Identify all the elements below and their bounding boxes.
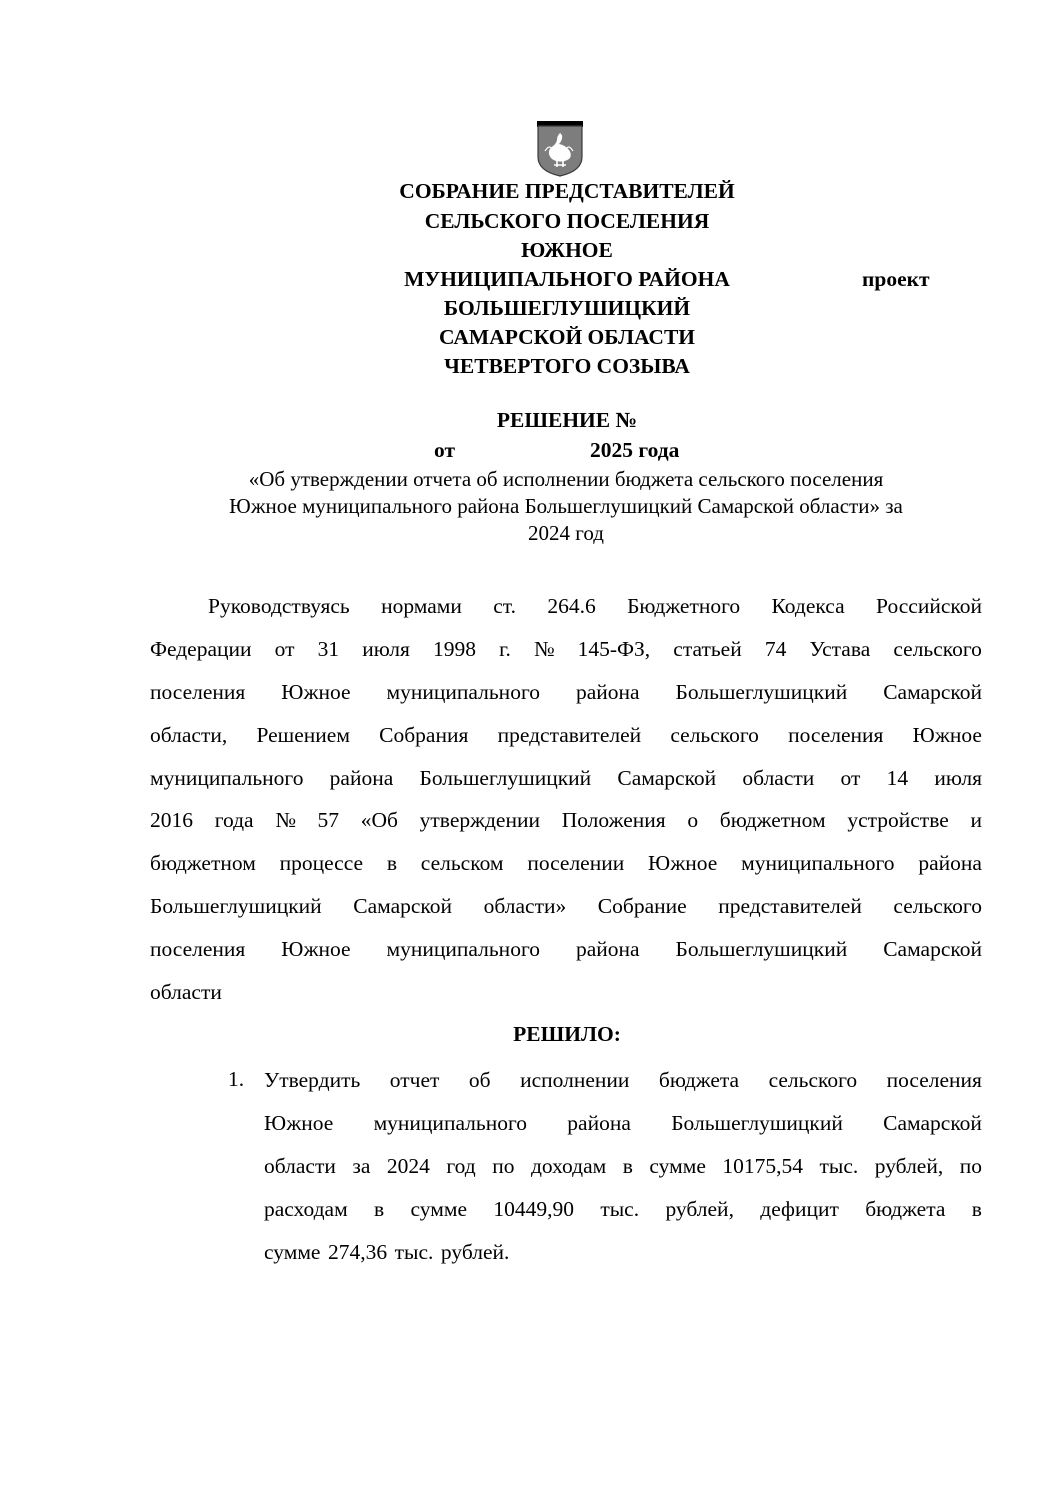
word: сумме [649,1153,706,1178]
preamble-paragraph [150,585,982,1014]
word: сельского [670,722,759,747]
word: рублей, [665,1196,734,1221]
header-line-6: САМАРСКОЙ ОБЛАСТИ [438,325,696,349]
decision-subject [150,466,982,547]
word: Южное [281,679,351,704]
word: Большеглушицкий [419,765,592,790]
word: Южное [912,722,982,747]
header-line-4: МУНИЦИПАЛЬНОГО РАЙОНА [404,267,730,291]
word: сумме [264,1239,321,1264]
word: 10449,90 [493,1196,574,1221]
word: муниципального [386,937,540,962]
word: области [742,765,815,790]
word: сельского [893,636,982,661]
word: г. [499,636,511,661]
word: сельского [893,894,982,919]
word: тыс. [600,1196,640,1221]
word: 14 [886,765,909,790]
word: 31 [317,636,340,661]
word: 1998 [433,636,477,661]
word: поселения [150,679,246,704]
word: Большеглушицкий [675,679,848,704]
text-line [264,1102,982,1145]
word: района [575,937,640,962]
word: бюджета [865,1196,946,1221]
text-line [150,585,982,628]
word: 10175,54 [722,1153,803,1178]
word: в [971,1196,982,1221]
word: 274,36 [328,1239,388,1264]
coat-of-arms-icon [537,121,583,177]
text-line [150,842,982,885]
word: в [386,851,398,876]
list-item-number: 1. [228,1067,245,1091]
word: Самарской [883,679,982,704]
header-line-2: СЕЛЬСКОГО ПОСЕЛЕНИЯ [424,209,710,233]
subject-line: 2024 год [528,521,604,545]
word: июля [934,765,982,790]
text-line [264,1059,982,1102]
word: бюджетном [150,851,256,876]
word: бюджета [658,1068,740,1092]
word: района [575,679,640,704]
word: тыс. [394,1239,434,1264]
word: района [918,851,982,876]
word: о [687,808,699,833]
word: статьей [673,636,742,661]
word: сумме [410,1196,468,1221]
text-line [150,799,982,842]
resolved-heading: РЕШИЛО: [513,1022,621,1046]
project-label: проект [862,267,930,291]
word: об [468,1068,491,1092]
word: муниципального [150,765,304,790]
word: бюджетном [719,808,826,833]
word: Собрание [597,894,687,919]
subject-line: Южное муниципального района Большеглушицкий Самарской области» за [229,494,903,518]
decision-title: РЕШЕНИЕ № [496,408,638,432]
word: исполнении [520,1068,630,1092]
word: по [959,1153,982,1178]
word: Южное [281,937,351,962]
word: ст. [493,594,516,618]
word: год [446,1153,476,1178]
word: рублей. [440,1239,510,1264]
word: сельского [768,1068,858,1092]
decision-date-year: 2025 года [590,438,680,462]
word: Большеглушицкий [671,1110,843,1135]
header-line-1: СОБРАНИЕ ПРЕДСТАВИТЕЛЕЙ [399,179,735,203]
word: муниципального [373,1110,528,1135]
word: Самарской [883,1110,982,1135]
text-line [150,628,982,671]
text-line [150,714,982,757]
word: нормами [381,594,462,618]
word: представителей [497,722,642,747]
word: 2016 [150,808,193,833]
word: Самарской [353,894,453,919]
word: области [150,980,222,1005]
word: Утвердить [264,1068,361,1092]
word: Бюджетного [627,594,741,618]
word: 145-ФЗ, [577,636,651,661]
word: области [264,1153,336,1178]
word: Собрания [379,722,469,747]
word: сельском [420,851,504,876]
list-item-text [264,1059,982,1273]
text-line [150,971,982,1014]
word: Российской [876,594,982,618]
word: Самарской [883,937,982,962]
word: области» [483,894,567,919]
word: области, [150,722,228,747]
header-line-7: ЧЕТВЕРТОГО СОЗЫВА [444,354,690,378]
word: в [622,1153,633,1178]
word: от [274,636,295,661]
word: поселении [527,851,625,876]
word: Большеглушицкий [150,894,322,919]
word: Положения [561,808,666,833]
word: тыс. [819,1153,859,1178]
text-line [150,928,982,971]
word: поселения [150,937,246,962]
word: рублей, [874,1153,944,1178]
text-line [264,1231,982,1274]
word: года [214,808,254,833]
word: по [492,1153,515,1178]
word: поселения [886,1068,982,1092]
word: 264.6 [547,594,596,618]
text-line [264,1145,982,1188]
word: Южное [264,1110,334,1135]
word: Большеглушицкий [675,937,848,962]
word: устройстве [847,808,949,833]
word: июля [362,636,410,661]
word: Устава [809,636,871,661]
word: 74 [764,636,787,661]
word: представителей [718,894,862,919]
header-line-3: ЮЖНОЕ [521,238,613,262]
word: № [275,808,296,833]
word: за [352,1153,371,1178]
word: Решением [256,722,350,747]
header-line-5: БОЛЬШЕГЛУШИЦКИЙ [443,296,691,320]
text-line [150,757,982,800]
word: муниципального [741,851,895,876]
word: района [329,765,394,790]
word: Руководствуясь [208,594,350,618]
word: утверждении [419,808,540,833]
word: расходам [264,1196,348,1221]
subject-line: «Об утверждении отчета об исполнении бюджета сельского поселения [248,467,884,491]
word: Кодекса [771,594,845,618]
word: процессе [279,851,364,876]
text-line [150,671,982,714]
word: № [534,636,555,661]
word: поселения [788,722,884,747]
text-line [264,1188,982,1231]
word: муниципального [386,679,540,704]
word: 2024 [386,1153,430,1178]
word: доходам [530,1153,607,1178]
word: отчет [389,1068,440,1092]
text-line [150,885,982,928]
word: дефицит [760,1196,839,1221]
word: 57 [317,808,340,833]
word: и [970,808,982,833]
word: в [374,1196,385,1221]
word: «Об [360,808,398,833]
word: от [840,765,861,790]
decision-date-prefix: от [434,438,456,462]
word: Южное [648,851,718,876]
word: Федерации [150,636,252,661]
word: района [567,1110,631,1135]
word: Самарской [617,765,717,790]
